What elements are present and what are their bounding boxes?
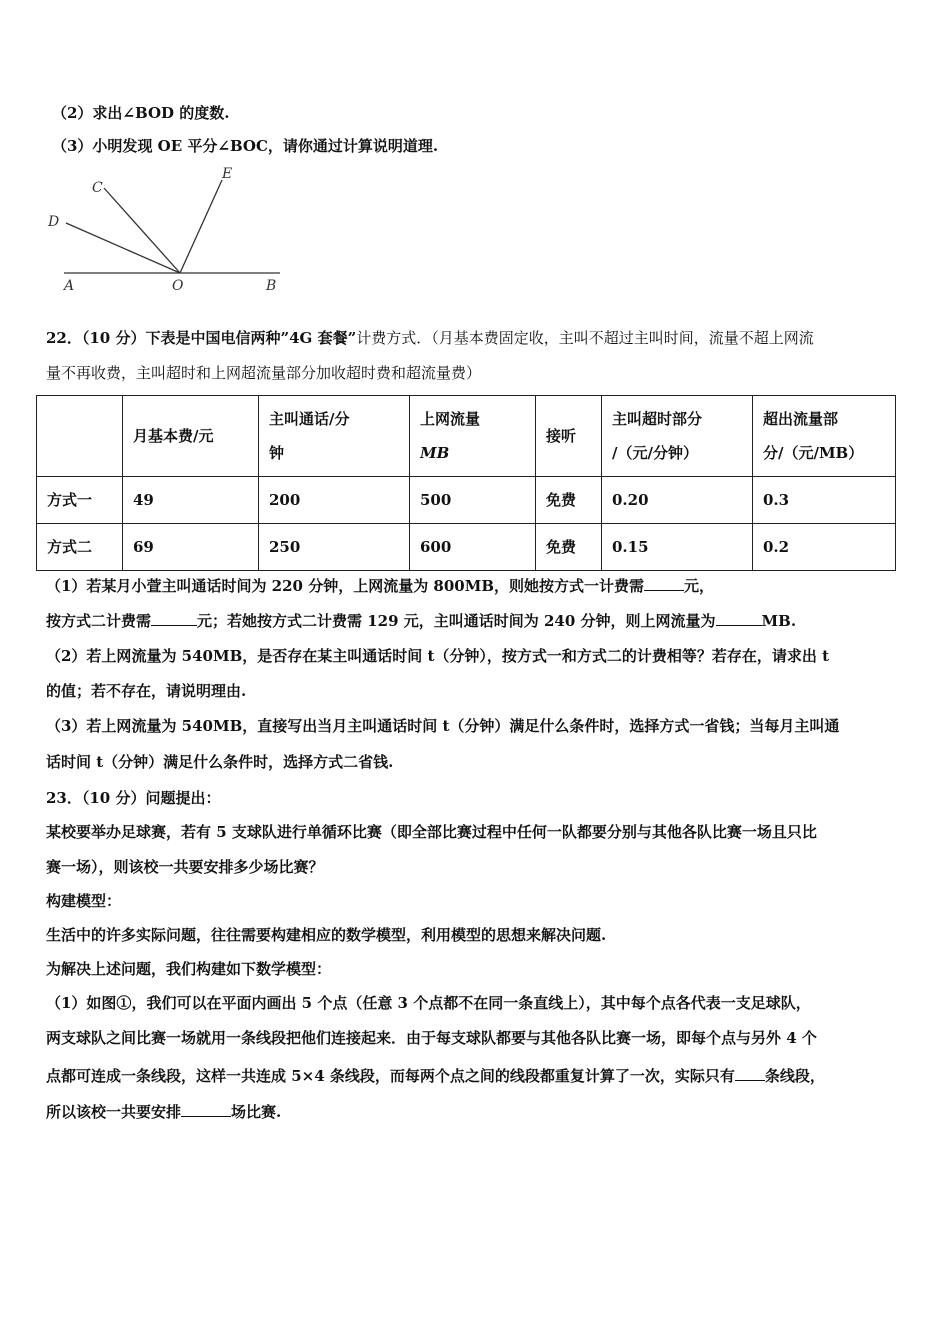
header-cell: 主叫通话/分 钟 xyxy=(259,396,410,477)
label-a: A xyxy=(64,278,75,294)
q22-heading-line2: 量不再收费，主叫超时和上网超流量部分加收超时费和超流量费） xyxy=(46,364,482,382)
header-cell: 接听 xyxy=(536,396,602,477)
table-cell: 免费 xyxy=(536,477,602,524)
label-d: D xyxy=(48,214,60,230)
q23-line: 构建模型： xyxy=(46,892,122,910)
table-cell: 69 xyxy=(123,524,259,571)
label-b: B xyxy=(266,278,277,294)
q23-title: 23．（10 分）问题提出： xyxy=(46,789,221,807)
table-cell: 0.15 xyxy=(602,524,753,571)
q22-part1-line2: 按方式二计费需 元；若她按方式二计费需 129 元，主叫通话时间为 240 分钟，则上网流量为 MB. xyxy=(46,612,797,630)
q21-part3: （3）小明发现 OE 平分∠BOC，请你通过计算说明道理. xyxy=(52,137,439,155)
answer-blank[interactable] xyxy=(735,1066,765,1081)
table-cell: 49 xyxy=(123,477,259,524)
q21-part2: （2）求出∠BOD 的度数. xyxy=(52,104,230,122)
header-cell: 上网流量 MB xyxy=(410,396,536,477)
q23-line: 为解决上述问题，我们构建如下数学模型： xyxy=(46,960,332,978)
header-cell: 月基本费/元 xyxy=(123,396,259,477)
ray-oc xyxy=(104,188,180,273)
header-cell xyxy=(37,396,123,477)
q23-line: 所以该校一共要安排 场比赛. xyxy=(46,1103,282,1121)
header-cell: 超出流量部 分/（元/MB） xyxy=(753,396,896,477)
label-c: C xyxy=(92,180,103,196)
table-row xyxy=(37,524,896,571)
q22-part2-line1: （2）若上网流量为 540MB，是否存在某主叫通话时间 t（分钟），按方式一和方式二的计费相等？若存在，请求出 t xyxy=(46,647,830,665)
plans-table xyxy=(36,395,896,571)
table-header-row xyxy=(37,396,896,477)
answer-blank[interactable] xyxy=(181,1102,231,1117)
q22-heading xyxy=(46,328,814,348)
label-e: E xyxy=(222,166,233,182)
q23-line: （1）如图①，我们可以在平面内画出 5 个点（任意 3 个点都不在同一条直线上），其中每个点各代表一支足球队， xyxy=(46,994,811,1012)
table-cell: 200 xyxy=(259,477,410,524)
q23-line: 两支球队之间比赛一场就用一条线段把他们连接起来．由于每支球队都要与其他各队比赛一场，即每个点与另外 4 个 xyxy=(46,1029,817,1047)
table-cell: 方式二 xyxy=(37,524,123,571)
answer-blank[interactable] xyxy=(644,576,684,591)
angle-figure xyxy=(40,160,300,300)
q22-part2-line2: 的值；若不存在，请说明理由. xyxy=(46,682,247,700)
label-o: O xyxy=(172,278,184,294)
table-cell: 250 xyxy=(259,524,410,571)
q22-part3-line2: 话时间 t（分钟）满足什么条件时，选择方式二省钱. xyxy=(46,753,394,771)
table-cell: 600 xyxy=(410,524,536,571)
q23-line: 赛一场），则该校一共要安排多少场比赛？ xyxy=(46,858,324,876)
q22-heading-bold: 22．（10 分）下表是中国电信两种”4G 套餐” xyxy=(46,329,357,347)
table-cell: 500 xyxy=(410,477,536,524)
header-cell: 主叫超时部分 /（元/分钟） xyxy=(602,396,753,477)
table-cell: 免费 xyxy=(536,524,602,571)
table-cell: 0.20 xyxy=(602,477,753,524)
table-row xyxy=(37,477,896,524)
q22-part1-line1: （1）若某月小萱主叫通话时间为 220 分钟，上网流量为 800MB，则她按方式一计费需 元， xyxy=(46,577,715,595)
table-cell: 0.3 xyxy=(753,477,896,524)
q22-part3-line1: （3）若上网流量为 540MB，直接写出当月主叫通话时间 t（分钟）满足什么条件时，选择方式一省钱；当每月主叫通 xyxy=(46,717,840,735)
ray-oe xyxy=(180,180,222,273)
table-cell: 0.2 xyxy=(753,524,896,571)
q23-line: 某校要举办足球赛，若有 5 支球队进行单循环比赛（即全部比赛过程中任何一队都要分别与其他各队比赛一场且只比 xyxy=(46,823,817,841)
q23-line: 点都可连成一条线段，这样一共连成 5×4 条线段，而每两个点之间的线段都重复计算了一次，实际只有 条线段， xyxy=(46,1067,825,1085)
answer-blank[interactable] xyxy=(151,611,197,626)
ray-od xyxy=(66,223,180,273)
table-cell: 方式一 xyxy=(37,477,123,524)
q23-line: 生活中的许多实际问题，往往需要构建相应的数学模型，利用模型的思想来解决问题. xyxy=(46,926,607,944)
answer-blank[interactable] xyxy=(716,611,762,626)
q22-heading-plain: 计费方式．（月基本费固定收，主叫不超过主叫时间，流量不超上网流 xyxy=(356,329,814,347)
